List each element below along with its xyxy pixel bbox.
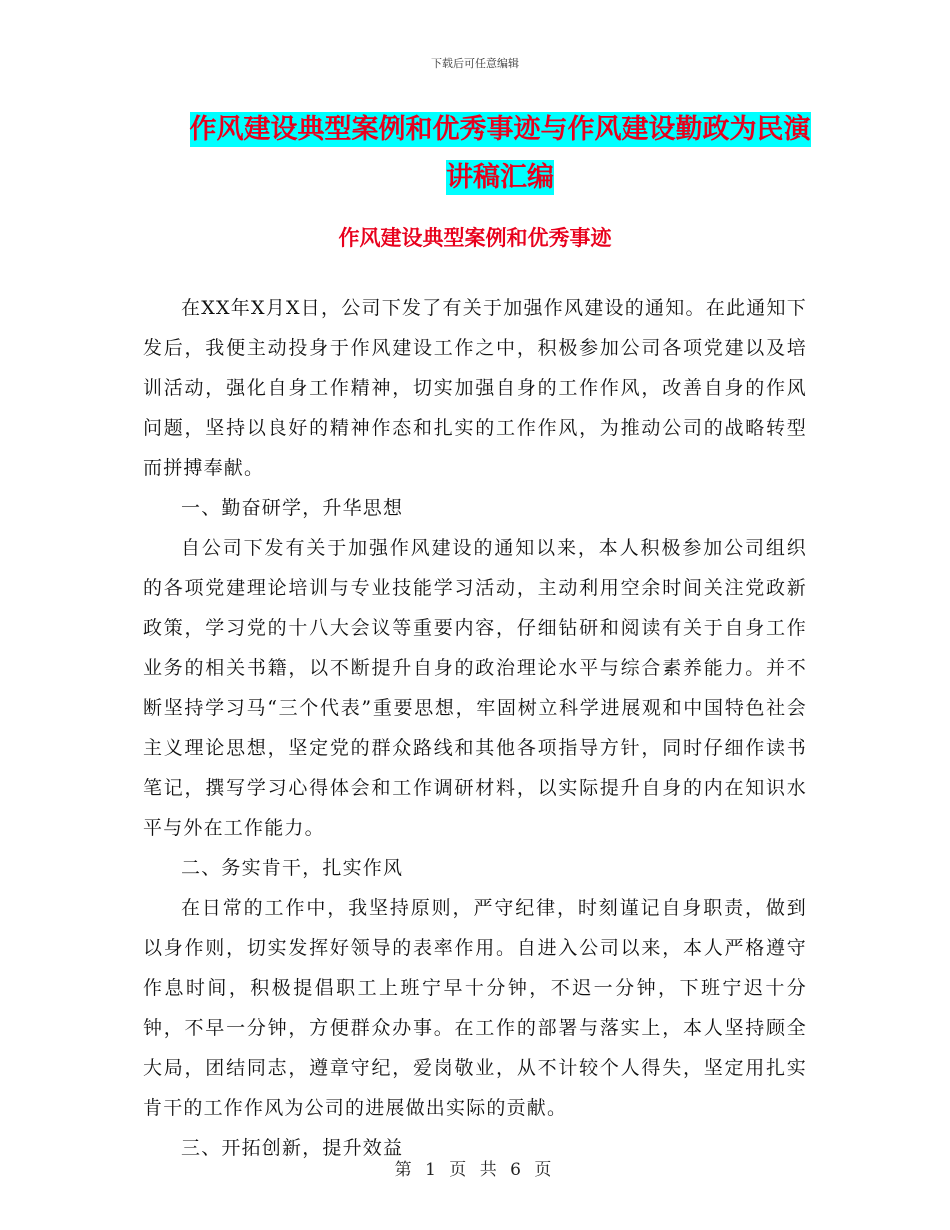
heading-2: 二、务实肯干，扎实作风 <box>181 857 404 879</box>
heading-3: 三、开拓创新，提升效益 <box>181 1137 404 1159</box>
page-number: 第 1 页 共 6 页 <box>394 1160 556 1180</box>
heading-1: 一、勤奋研学，升华思想 <box>181 497 404 519</box>
header-note: 下载后可任意编辑 <box>431 57 519 70</box>
paragraph-1: 自公司下发有关于加强作风建设的通知以来，本人积极参加公司组织的各项党建理论培训与专业技能学习活动，主动利用空余时间关注党政新政策，学习党的十八大会议等重要内容，仔细钻研和阅读有关于自身工作业务的相关书籍，以不断提升自身的政治理论水平与综合素养能力。并不断坚持学习马“三个代表”重要思想，牢固树立科学进展观和中国特色社会主义理论思想，坚定党的群众路线和其他各项指导方针，同时仔细作读书笔记，撰写学习心得体会和工作调研材料，以实际提升自身的内在知识水平与外在工作能力。 <box>143 537 807 839</box>
paragraph-2: 在日常的工作中，我坚持原则，严守纪律，时刻谨记自身职责，做到以身作则，切实发挥好领导的表率作用。自进入公司以来，本人严格遵守作息时间，积极提倡职工上班宁早十分钟，不迟一分钟，下班宁迟十分钟，不早一分钟，方便群众办事。在工作的部署与落实上，本人坚持顾全大局，团结同志，遵章守纪，爱岗敬业，从不计较个人得失，坚定用扎实肯干的工作作风为公司的进展做出实际的贡献。 <box>143 897 807 1119</box>
intro-paragraph: 在XX年X月X日，公司下发了有关于加强作风建设的通知。在此通知下发后，我便主动投身于作风建设工作之中，积极参加公司各项党建以及培训活动，强化自身工作精神，切实加强自身的工作作风，改善自身的作风问题，坚持以良好的精神作态和扎实的工作作风，为推动公司的战略转型而拼搏奉献。 <box>143 297 807 479</box>
document-title-line-2: 讲稿汇编 <box>446 162 554 193</box>
document-title-line-1: 作风建设典型案例和优秀事迹与作风建设勤政为民演 <box>189 114 811 145</box>
section-title: 作风建设典型案例和优秀事迹 <box>338 226 612 250</box>
document-body <box>143 288 807 1168</box>
document-title <box>140 106 860 202</box>
